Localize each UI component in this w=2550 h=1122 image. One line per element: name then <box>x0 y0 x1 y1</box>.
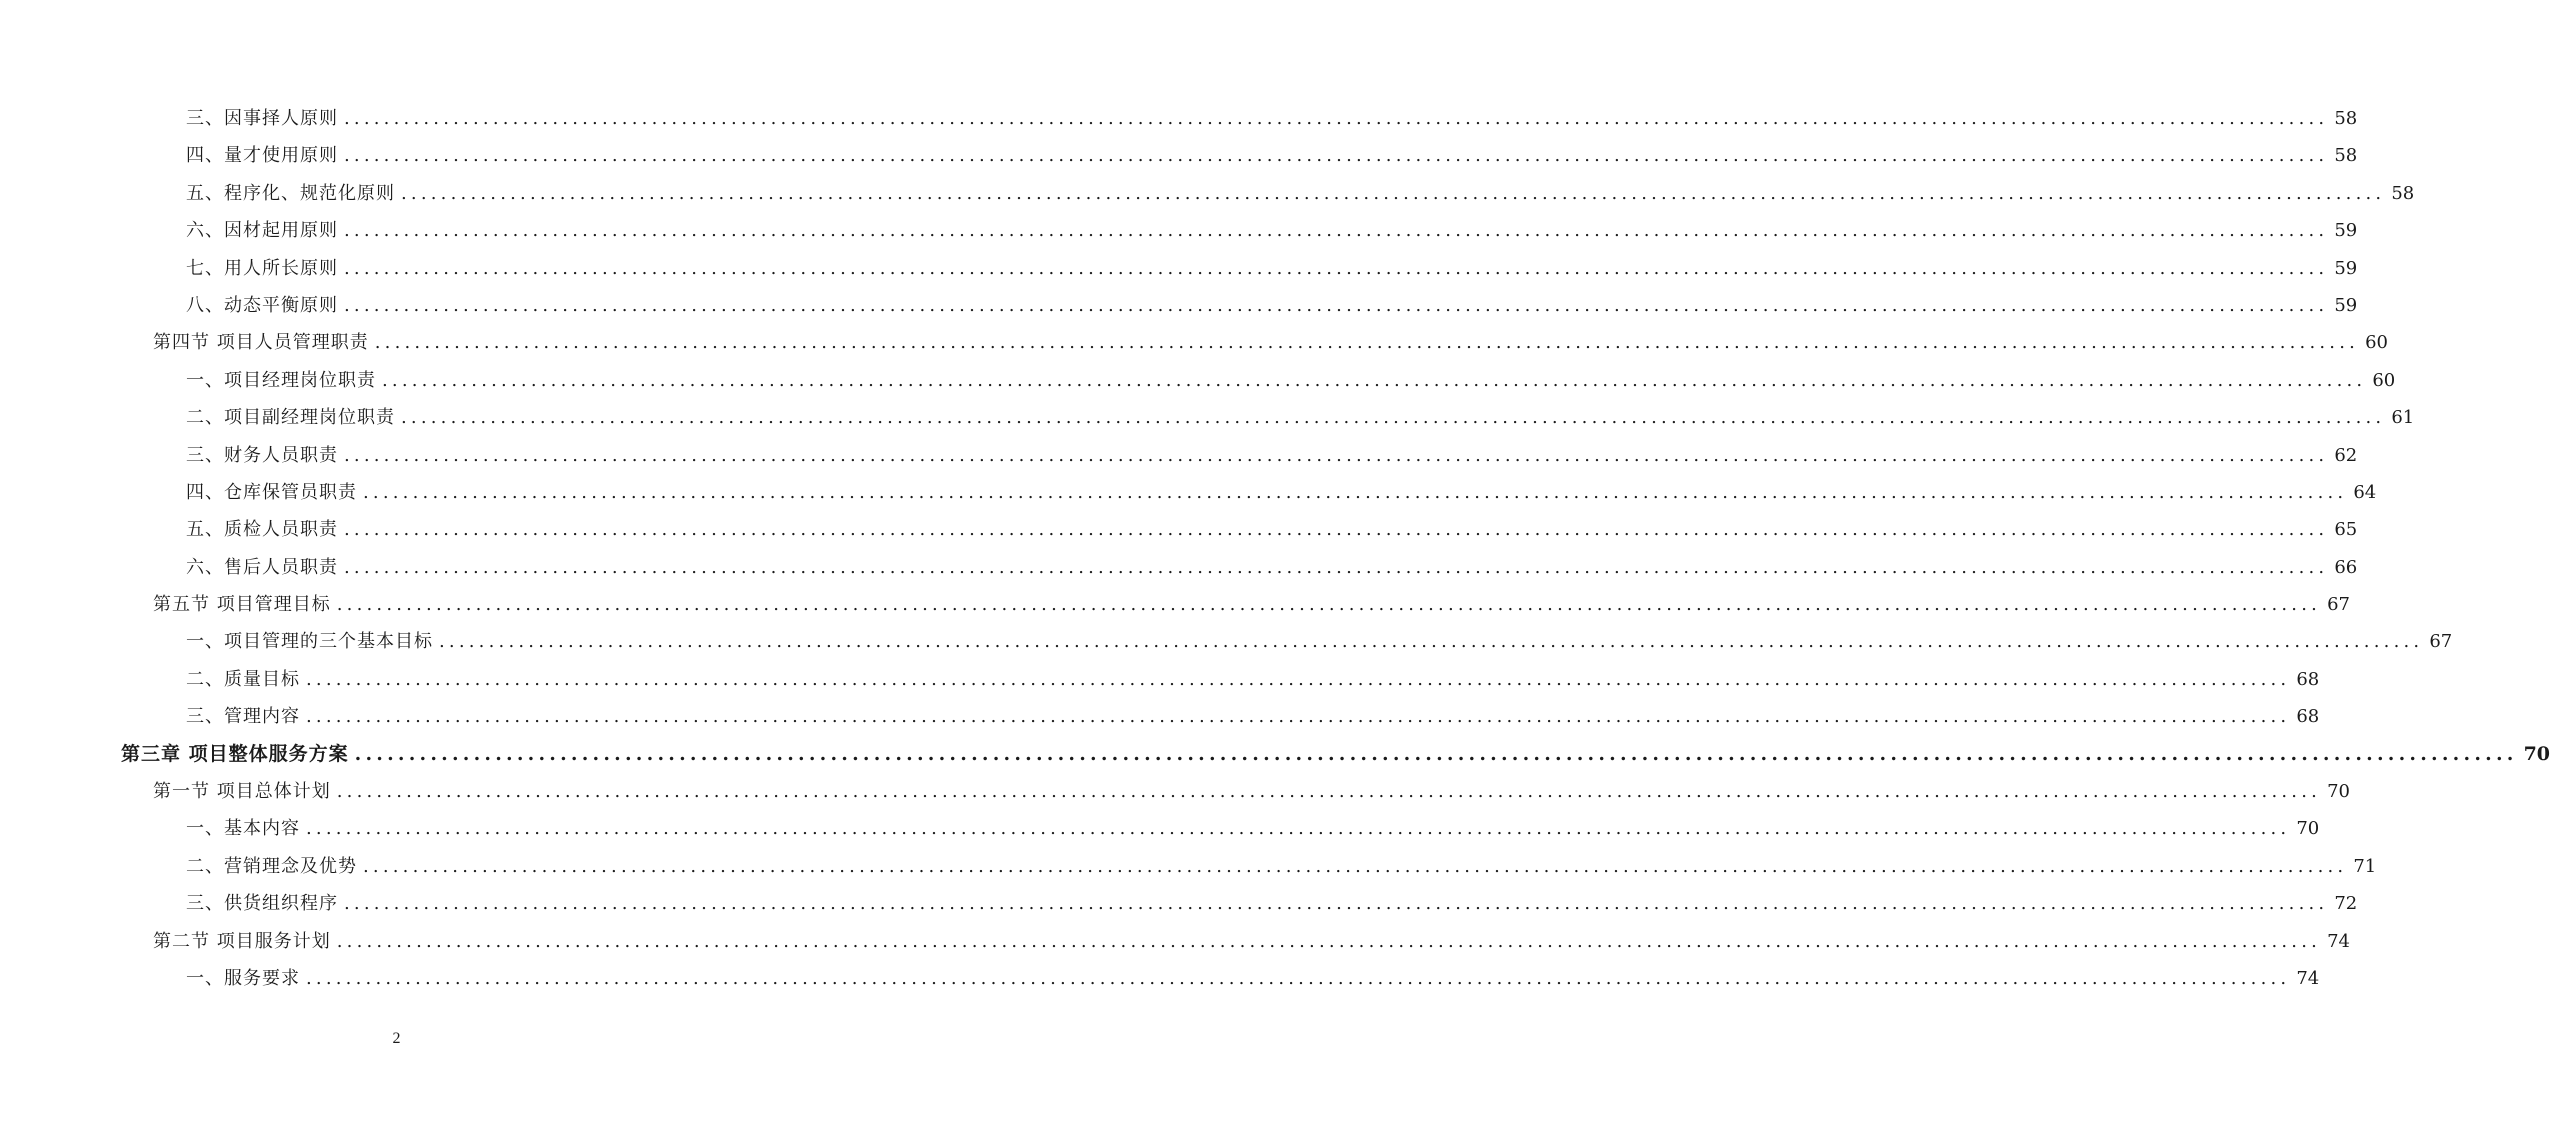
toc-subsection-entry[interactable] <box>0 437 2358 474</box>
toc-section-entry[interactable] <box>0 923 2350 960</box>
toc-entry-title: 一、基本内容 <box>186 818 300 840</box>
toc-subsection-entry[interactable] <box>0 698 2320 735</box>
toc-entry-page: 68 <box>2296 668 2320 690</box>
toc-entry-page: 67 <box>2327 594 2350 616</box>
toc-subsection-entry[interactable] <box>0 960 2320 997</box>
toc-subsection-entry[interactable] <box>0 848 2377 885</box>
toc-entry-page: 62 <box>2334 444 2358 466</box>
toc-entry-title: 第一节 项目总体计划 <box>153 781 331 803</box>
toc-entry-title: 六、售后人员职责 <box>186 556 338 578</box>
toc-entry-title: 七、用人所长原则 <box>186 257 338 279</box>
dot-leader: ........................................................................................................................................................................................................ <box>344 893 2329 915</box>
toc-entry-title: 二、营销理念及优势 <box>186 855 357 877</box>
dot-leader: ........................................................................................................................................................................................................ <box>344 519 2329 541</box>
toc-entry-title: 一、服务要求 <box>186 967 300 989</box>
toc-entry-title: 第四节 项目人员管理职责 <box>153 332 369 354</box>
toc-entry-title: 二、质量目标 <box>186 668 300 690</box>
toc-chapter-entry[interactable] <box>0 736 2550 773</box>
toc-entry-title: 三、供货组织程序 <box>186 893 338 915</box>
toc-subsection-entry[interactable] <box>0 661 2320 698</box>
toc-entry-page: 70 <box>2296 818 2320 840</box>
toc-subsection-entry[interactable] <box>0 212 2358 249</box>
toc-entry-page: 72 <box>2334 893 2358 915</box>
dot-leader: ........................................................................................................................................................................................................ <box>344 220 2329 242</box>
toc-entry-title: 六、因材起用原则 <box>186 220 338 242</box>
toc-entry-page: 59 <box>2334 257 2358 279</box>
dot-leader: ........................................................................................................................................................................................................ <box>363 855 2348 877</box>
toc-subsection-entry[interactable] <box>0 100 2358 137</box>
toc-entry-page: 59 <box>2334 220 2358 242</box>
toc-entry-title: 二、项目副经理岗位职责 <box>186 407 395 429</box>
dot-leader: ........................................................................................................................................................................................................ <box>336 781 2322 803</box>
toc-entry-title: 一、项目经理岗位职责 <box>186 369 376 391</box>
toc-subsection-entry[interactable] <box>0 474 2377 511</box>
toc-entry-title: 第三章 项目整体服务方案 <box>121 742 349 765</box>
toc-entry-page: 70 <box>2327 781 2350 803</box>
toc-entry-title: 五、程序化、规范化原则 <box>186 182 395 204</box>
dot-leader: ........................................................................................................................................................................................................ <box>336 594 2322 616</box>
toc-entry-page: 61 <box>2391 407 2415 429</box>
toc-subsection-entry[interactable] <box>0 137 2358 174</box>
toc-section-entry[interactable] <box>0 324 2388 361</box>
dot-leader: ........................................................................................................................................................................................................ <box>306 706 2291 728</box>
dot-leader: ........................................................................................................................................................................................................ <box>354 742 2518 765</box>
dot-leader: ........................................................................................................................................................................................................ <box>374 332 2360 354</box>
toc-entry-page: 58 <box>2391 182 2415 204</box>
dot-leader: ........................................................................................................................................................................................................ <box>401 407 2386 429</box>
toc-entry-page: 66 <box>2334 556 2358 578</box>
page-number: 2 <box>392 1030 401 1047</box>
toc-entry-title: 八、动态平衡原则 <box>186 294 338 316</box>
toc-entry-page: 60 <box>2372 369 2396 391</box>
toc-section-entry[interactable] <box>0 773 2350 810</box>
dot-leader: ........................................................................................................................................................................................................ <box>306 967 2291 989</box>
dot-leader: ........................................................................................................................................................................................................ <box>344 444 2329 466</box>
toc-entry-page: 59 <box>2334 294 2358 316</box>
dot-leader: ........................................................................................................................................................................................................ <box>344 108 2329 129</box>
toc-subsection-entry[interactable] <box>0 511 2358 548</box>
toc-entry-title: 三、管理内容 <box>186 706 300 728</box>
toc-entry-page: 60 <box>2365 332 2388 354</box>
dot-leader: ........................................................................................................................................................................................................ <box>363 481 2348 503</box>
toc-entry-page: 64 <box>2353 481 2377 503</box>
toc-entry-page: 74 <box>2296 967 2320 989</box>
toc-entry-page: 58 <box>2334 108 2358 129</box>
toc-subsection-entry[interactable] <box>0 399 2415 436</box>
dot-leader: ........................................................................................................................................................................................................ <box>382 369 2367 391</box>
dot-leader: ........................................................................................................................................................................................................ <box>344 257 2329 279</box>
toc-subsection-entry[interactable] <box>0 810 2320 847</box>
dot-leader: ........................................................................................................................................................................................................ <box>306 818 2291 840</box>
toc-subsection-entry[interactable] <box>0 885 2358 922</box>
toc-entry-title: 五、质检人员职责 <box>186 519 338 541</box>
toc-subsection-entry[interactable] <box>0 623 2453 660</box>
toc-entry-page: 71 <box>2353 855 2377 877</box>
toc-entry-title: 第二节 项目服务计划 <box>153 930 331 952</box>
toc-entry-page: 65 <box>2334 519 2358 541</box>
table-of-contents <box>0 100 2550 997</box>
toc-entry-page: 58 <box>2334 145 2358 167</box>
toc-entry-title: 第五节 项目管理目标 <box>153 594 331 616</box>
toc-entry-page: 70 <box>2523 742 2550 765</box>
dot-leader: ........................................................................................................................................................................................................ <box>344 145 2329 167</box>
dot-leader: ........................................................................................................................................................................................................ <box>344 556 2329 578</box>
dot-leader: ........................................................................................................................................................................................................ <box>306 668 2291 690</box>
toc-entry-page: 74 <box>2327 930 2350 952</box>
toc-subsection-entry[interactable] <box>0 175 2415 212</box>
toc-subsection-entry[interactable] <box>0 362 2396 399</box>
toc-subsection-entry[interactable] <box>0 250 2358 287</box>
toc-entry-page: 68 <box>2296 706 2320 728</box>
toc-subsection-entry[interactable] <box>0 549 2358 586</box>
toc-entry-title: 三、财务人员职责 <box>186 444 338 466</box>
toc-entry-title: 一、项目管理的三个基本目标 <box>186 631 433 653</box>
dot-leader: ........................................................................................................................................................................................................ <box>344 294 2329 316</box>
toc-entry-title: 三、因事择人原则 <box>186 108 338 129</box>
toc-section-entry[interactable] <box>0 586 2350 623</box>
toc-subsection-entry[interactable] <box>0 287 2358 324</box>
dot-leader: ........................................................................................................................................................................................................ <box>439 631 2424 653</box>
toc-entry-title: 四、量才使用原则 <box>186 145 338 167</box>
dot-leader: ........................................................................................................................................................................................................ <box>401 182 2386 204</box>
dot-leader: ........................................................................................................................................................................................................ <box>336 930 2322 952</box>
toc-entry-page: 67 <box>2429 631 2453 653</box>
toc-entry-title: 四、仓库保管员职责 <box>186 481 357 503</box>
